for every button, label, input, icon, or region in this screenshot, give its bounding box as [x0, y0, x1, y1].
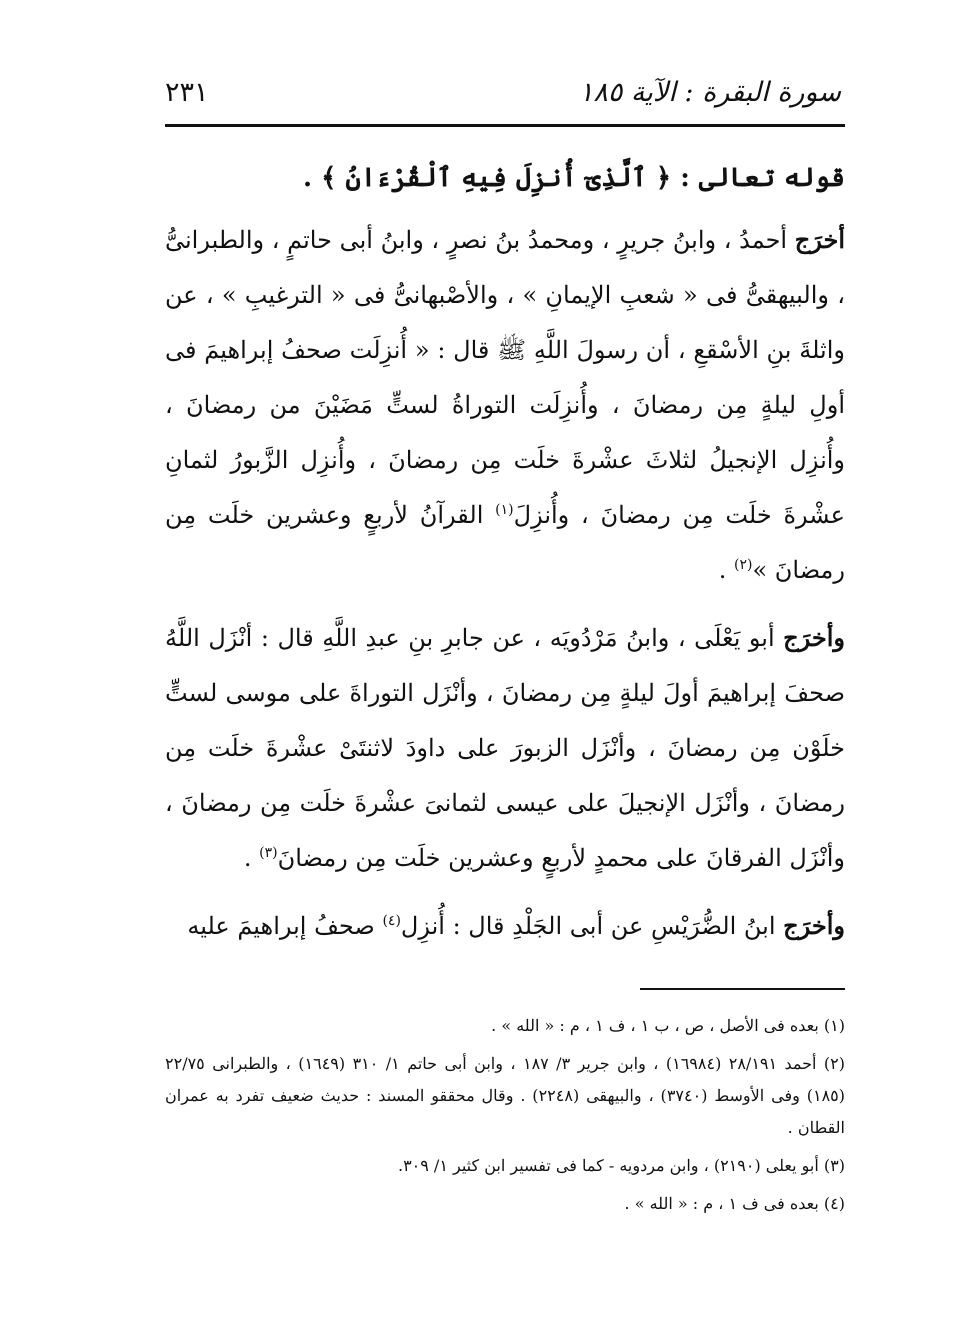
footnote-1: (١) بعده فى الأصل ، ص ، ب ١ ، ف ١ ، م : « الله » .: [491, 1016, 845, 1035]
paragraph-3: [165, 898, 845, 954]
paragraph-lead: وأخرَج: [783, 911, 845, 940]
paragraph-2: [165, 610, 845, 886]
footnote-marker: (١): [495, 502, 514, 518]
footnote-4: (٤) بعده فى ف ١ ، م : « الله » .: [624, 1194, 845, 1213]
paragraph-text: ابنُ الضُّرَيْسِ عن أبى الجَلْدِ قال : أُنزِل: [400, 912, 784, 940]
header-rule: [165, 124, 845, 127]
paragraph-lead: أخرَج: [794, 225, 845, 254]
paragraph-text: .: [243, 844, 260, 872]
paragraph-text: .: [718, 556, 735, 584]
footnote-rule: [640, 988, 845, 990]
heading-end: .: [303, 163, 313, 193]
footnotes: [165, 1010, 845, 1226]
heading-label: قوله تعالى :: [680, 163, 845, 193]
page-number: ٢٣١: [165, 76, 209, 108]
paragraph-1: [165, 212, 845, 598]
paragraph-text: صحفُ إبراهيمَ عليه: [187, 912, 383, 940]
paragraph-text: القرآنُ لأربعٍ وعشرين خلَت مِن رمضانَ »: [165, 501, 845, 584]
footnote-marker: (٤): [382, 913, 401, 929]
footnote-marker: (٣): [259, 845, 278, 861]
paragraph-lead: وأخرَج: [783, 623, 845, 652]
quran-verse: ﴿ ٱلَّذِىٓ أُنزِلَ فِيهِ ٱلْقُرْءَانُ ﴾: [321, 163, 672, 193]
footnote-marker: (٢): [734, 557, 753, 573]
footnote-3: (٣) أبو يعلى (٢١٩٠) ، وابن مردويه - كما فى تفسير ابن كثير ١/ ٣٠٩.: [397, 1156, 845, 1175]
paragraph-text: أحمدُ ، وابنُ جريرٍ ، ومحمدُ بنُ نصرٍ ، وابنُ أبى حاتمٍ ، والطبرانىُّ ، والبيهقىُّ فى « شعبِ الإيمانِ » ، والأصْبهانىُّ فى « الترغيبِ » ، عن واثلةَ بنِ الأسْقعِ ، أن رسولَ اللَّهِ ﷺ قال : « أُنزِلَت صحفُ إبراهيمَ فى أولِ ليلةٍ مِن رمضانَ ، وأُنزِلَت التوراةُ لستٍّ مَضَيْنَ من رمضانَ ، وأُنزِل الإنجيلُ لثلاثَ عشْرةَ خلَت مِن رمضانَ ، وأُنزِل الزَّبورُ لثمانِ عشْرةَ خلَت مِن رمضانَ ، وأُنزِلَ: [165, 226, 846, 529]
footnote-2: (٢) أحمد ٢٨/١٩١ (١٦٩٨٤) ، وابن جرير ٣/ ١٨٧ ، وابن أبى حاتم ١/ ٣١٠ (١٦٤٩) ، والطبرانى ٢٢/٧٥ (١٨٥) وفى الأوسط (٣٧٤٠) ، والبيهقى (٢٢٤٨) . وقال محققو المسند : حديث ضعيف تفرد به عمران القطان .: [165, 1054, 846, 1137]
page-header: [165, 66, 841, 118]
paragraph-text: أبو يَعْلَى ، وابنُ مَرْدُويَه ، عن جابرِ بنِ عبدِ اللَّهِ قال : أنْزَل اللَّهُ صحفَ إبراهيمَ أولَ ليلةٍ مِن رمضانَ ، وأنْزَل التوراةَ على موسى لستٍّ خلَوْن مِن رمضانَ ، وأنْزَل الزبورَ على داودَ لاثنتَىْ عشْرةَ خلَت مِن رمضانَ ، وأنْزَل الإنجيلَ على عيسى لثمانىَ عشْرةَ خلَت مِن رمضانَ ، وأنْزَل الفرقانَ على محمدٍ لأربعٍ وعشرين خلَت مِن رمضانَ: [165, 624, 845, 872]
main-text: [165, 152, 845, 966]
running-title: سورة البقرة : الآية ١٨٥: [578, 76, 841, 108]
section-heading: [165, 152, 845, 204]
